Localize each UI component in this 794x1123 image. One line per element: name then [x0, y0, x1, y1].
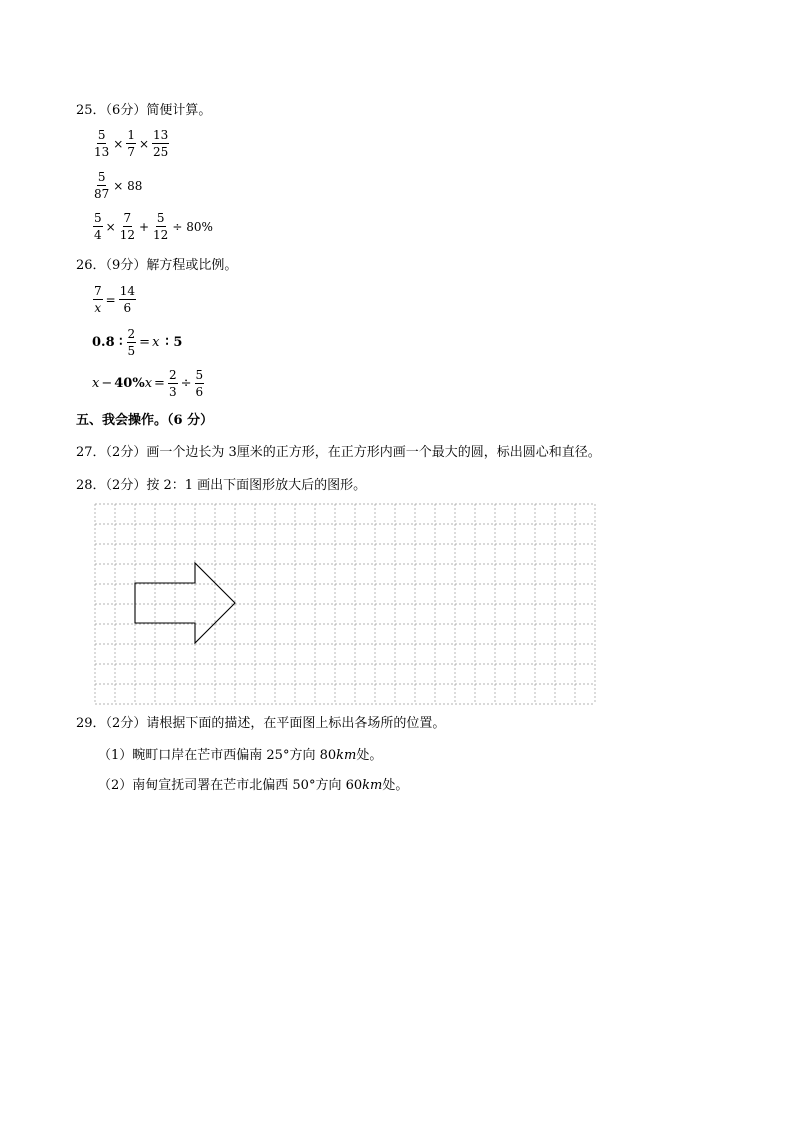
- fraction: $\frac{5}{13}$: [94, 128, 110, 159]
- fraction: $\frac{13}{25}$: [153, 128, 169, 159]
- fraction: $\frac{7}{x}$: [94, 284, 102, 315]
- fraction: $\frac{14}{6}$: [119, 284, 135, 315]
- fraction: $\frac{5}{12}$: [153, 211, 169, 242]
- fraction: $\frac{5}{6}$: [195, 368, 204, 399]
- q28-text: 28．（2分）按 2：1 画出下面图形放大后的图形。: [76, 478, 367, 493]
- fraction: $\frac{2}{3}$: [168, 368, 177, 399]
- q29-text: 29．（2分）请根据下面的描述，在平面图上标出各场所的位置。: [76, 716, 446, 731]
- q29-item-2: （2）南甸宣抚司署在芒市北偏西 50°方向 60km处。: [98, 778, 409, 793]
- q26-equation-2: 0.8 ∶ $\frac{2}{5}$ = x ∶ 5: [92, 327, 183, 358]
- q25-title: 25．（6分）简便计算。: [76, 103, 212, 118]
- q26-equation-3: x − 40% x = $\frac{2}{3}$ ÷ $\frac{5}{6}$: [92, 368, 204, 399]
- dashed-grid: [94, 503, 596, 705]
- fraction: $\frac{7}{12}$: [119, 211, 135, 242]
- q26-equation-1: $\frac{7}{x}$ = $\frac{14}{6}$: [94, 284, 135, 315]
- q29-item-1: （1）畹町口岸在芒市西偏南 25°方向 80km处。: [98, 748, 383, 763]
- q26-title: 26．（9分）解方程或比例。: [76, 258, 238, 273]
- section-5-heading: 五、我会操作。（6 分）: [76, 413, 214, 428]
- fraction: $\frac{2}{5}$: [127, 327, 136, 358]
- q27-text: 27．（2分）画一个边长为 3厘米的正方形，在正方形内画一个最大的圆，标出圆心和直径。: [76, 445, 601, 460]
- fraction: $\frac{1}{7}$: [127, 128, 135, 159]
- q25-expression-1: $\frac{5}{13}$ × $\frac{1}{7}$ × $\frac{13}{25}$: [94, 128, 169, 159]
- fraction: $\frac{5}{4}$: [94, 211, 102, 242]
- q25-expression-3: $\frac{5}{4}$ × $\frac{7}{12}$ + $\frac{5}{12}$ ÷ 80%: [94, 211, 213, 242]
- arrow-shape: [135, 563, 235, 643]
- q25-expression-2: $\frac{5}{87}$ × 88: [94, 170, 143, 201]
- fraction: $\frac{5}{87}$: [94, 170, 110, 201]
